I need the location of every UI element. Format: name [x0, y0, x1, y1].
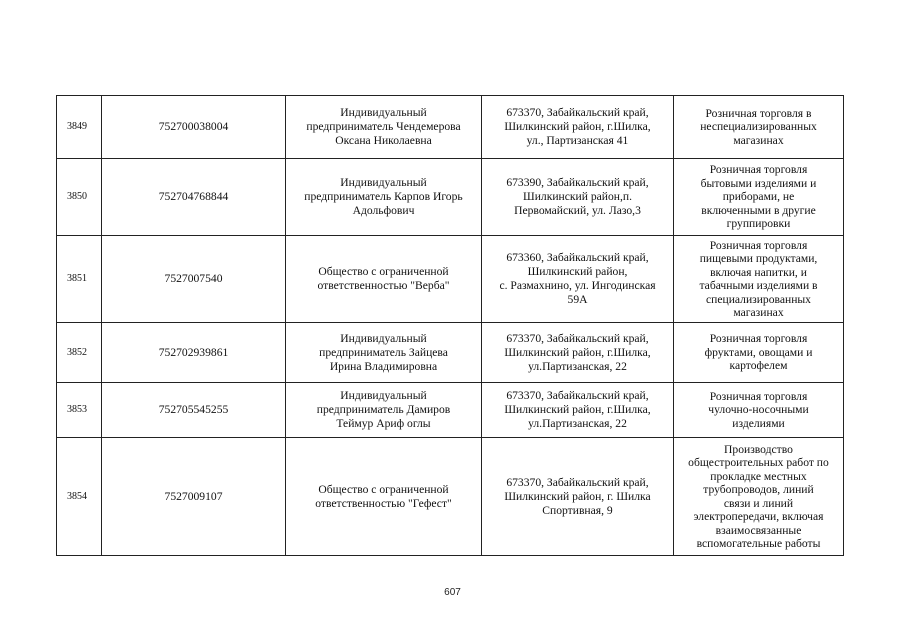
cell-record-number: 3852: [57, 323, 102, 383]
cell-inn: 7527009107: [102, 438, 286, 556]
cell-organization-name: Индивидуальный предприниматель Чендемерова Оксана Николаевна: [286, 96, 482, 159]
table-row: [57, 383, 844, 438]
cell-activity: Розничная торговля в неспециализированных магазинах: [674, 96, 844, 159]
cell-organization-name: Индивидуальный предприниматель Карпов Игорь Адольфович: [286, 159, 482, 236]
page-number: 607: [444, 587, 461, 598]
cell-address: 673370, Забайкальский край, Шилкинский район, г. Шилка Спортивная, 9: [482, 438, 674, 556]
cell-activity: Розничная торговля фруктами, овощами и картофелем: [674, 323, 844, 383]
table-row: [57, 159, 844, 236]
table-row: [57, 236, 844, 323]
cell-organization-name: Индивидуальный предприниматель Дамиров Теймур Ариф оглы: [286, 383, 482, 438]
cell-address: 673390, Забайкальский край, Шилкинский район,п. Первомайский, ул. Лазо,3: [482, 159, 674, 236]
cell-inn: 7527007540: [102, 236, 286, 323]
cell-record-number: 3850: [57, 159, 102, 236]
table-row: [57, 438, 844, 556]
cell-activity: Розничная торговля бытовыми изделиями и приборами, не включенными в другие группировки: [674, 159, 844, 236]
cell-organization-name: Индивидуальный предприниматель Зайцева Ирина Владимировна: [286, 323, 482, 383]
cell-activity: Розничная торговля чулочно-носочными изделиями: [674, 383, 844, 438]
cell-organization-name: Общество с ограниченной ответственностью "Верба": [286, 236, 482, 323]
cell-inn: 752705545255: [102, 383, 286, 438]
cell-record-number: 3854: [57, 438, 102, 556]
cell-inn: 752704768844: [102, 159, 286, 236]
cell-inn: 752700038004: [102, 96, 286, 159]
table-row: [57, 323, 844, 383]
cell-activity: Розничная торговля пищевыми продуктами, включая напитки, и табачными изделиями в специализированных магазинах: [674, 236, 844, 323]
cell-activity: Производство общестроительных работ по прокладке местных трубопроводов, линий связи и линий электропередачи, включая взаимосвязанные вспомогательные работы: [674, 438, 844, 556]
cell-record-number: 3853: [57, 383, 102, 438]
cell-record-number: 3849: [57, 96, 102, 159]
cell-inn: 752702939861: [102, 323, 286, 383]
cell-record-number: 3851: [57, 236, 102, 323]
cell-organization-name: Общество с ограниченной ответственностью "Гефест": [286, 438, 482, 556]
cell-address: 673370, Забайкальский край, Шилкинский район, г.Шилка, ул.Партизанская, 22: [482, 323, 674, 383]
registry-table: [56, 95, 844, 556]
table-row: [57, 96, 844, 159]
cell-address: 673370, Забайкальский край, Шилкинский район, г.Шилка, ул., Партизанская 41: [482, 96, 674, 159]
cell-address: 673360, Забайкальский край, Шилкинский район, с. Размахнино, ул. Ингодинская 59А: [482, 236, 674, 323]
cell-address: 673370, Забайкальский край, Шилкинский район, г.Шилка, ул.Партизанская, 22: [482, 383, 674, 438]
